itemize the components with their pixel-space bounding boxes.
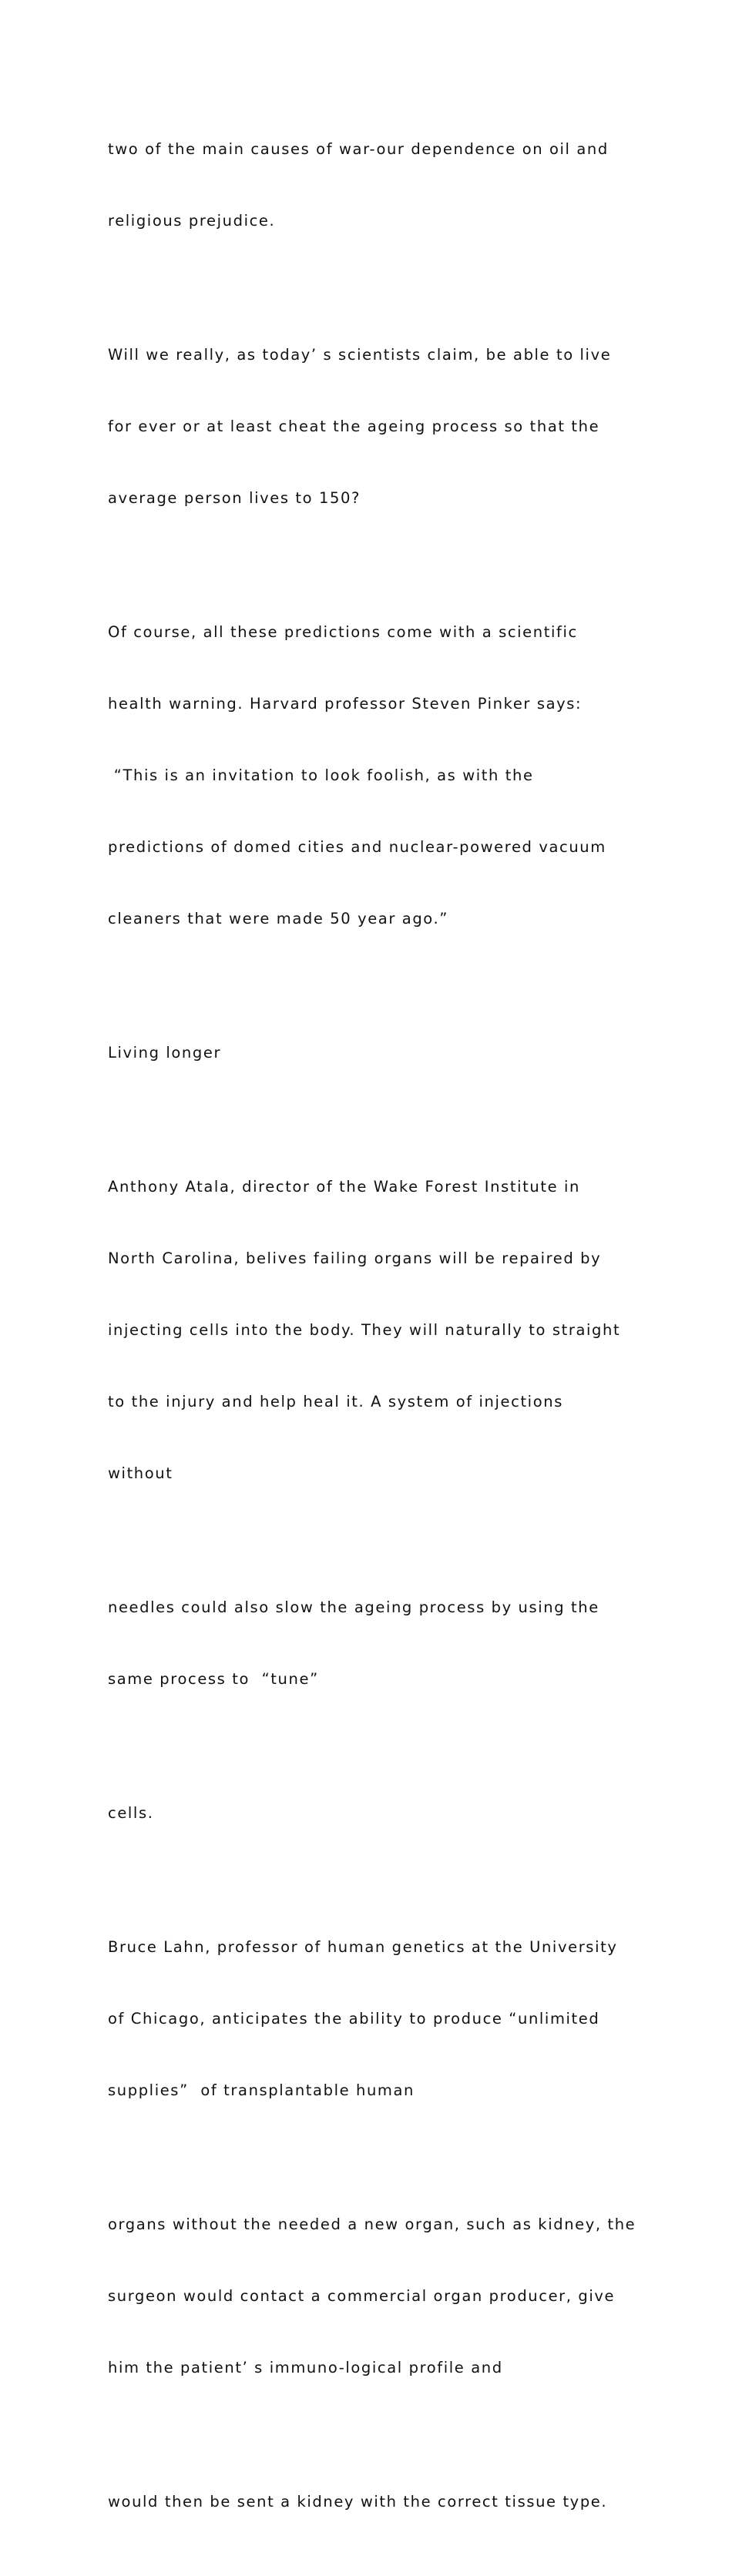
text-line: North Carolina, belives failing organs will be repaired by	[108, 1249, 602, 1267]
text-line: “This is an invitation to look foolish, as with the	[108, 766, 534, 784]
text-line: for ever or at least cheat the ageing process so that the	[108, 418, 600, 435]
text-line: surgeon would contact a commercial organ producer, give	[108, 2287, 616, 2305]
text-line: Living longer	[108, 1044, 222, 1062]
text-line: predictions of domed cities and nuclear-powered vacuum	[108, 838, 606, 856]
text-line: Of course, all these predictions come with a scientific	[108, 623, 578, 641]
text-line: same process to “tune”	[108, 1670, 319, 1688]
paragraph-war-causes	[108, 89, 640, 280]
document-body	[108, 89, 640, 2576]
text-line: of Chicago, anticipates the ability to produce “unlimited	[108, 2010, 600, 2028]
text-line: him the patient’ s immuno-logical profile and	[108, 2359, 503, 2376]
text-line: would then be sent a kidney with the correct tissue type.	[108, 2493, 608, 2511]
text-line: organs without the needed a new organ, such as kidney, the	[108, 2215, 636, 2233]
text-line: supplies” of transplantable human	[108, 2081, 415, 2099]
paragraph-needles	[108, 1548, 640, 1739]
section-heading-living-longer	[108, 993, 640, 1112]
paragraph-kidney	[108, 2442, 640, 2561]
text-line: Bruce Lahn, professor of human genetics at the University	[108, 1938, 618, 1956]
text-line: to the injury and help heal it. A system of injections	[108, 1393, 563, 1410]
paragraph-organs	[108, 2165, 640, 2427]
text-line: religious prejudice.	[108, 212, 276, 230]
text-line: cleaners that were made 50 year ago.”	[108, 910, 448, 927]
paragraph-live-forever	[108, 295, 640, 558]
paragraph-cells	[108, 1753, 640, 1873]
paragraph-bruce-lahn	[108, 1887, 640, 2150]
text-line: injecting cells into the body. They will naturally to straight	[108, 1321, 621, 1339]
text-line: without	[108, 1464, 173, 1482]
paragraph-anthony-atala	[108, 1127, 640, 1533]
text-line: two of the main causes of war-our dependence on oil and	[108, 140, 609, 158]
text-line: health warning. Harvard professor Steven Pinker says:	[108, 695, 583, 713]
text-line: average person lives to 150?	[108, 489, 361, 507]
text-line: needles could also slow the ageing process by using the	[108, 1598, 599, 1616]
text-line: Anthony Atala, director of the Wake Forest Institute in	[108, 1178, 580, 1196]
text-line: cells.	[108, 1804, 154, 1822]
paragraph-health-warning	[108, 572, 640, 978]
text-line: Will we really, as today’ s scientists claim, be able to live	[108, 346, 612, 364]
